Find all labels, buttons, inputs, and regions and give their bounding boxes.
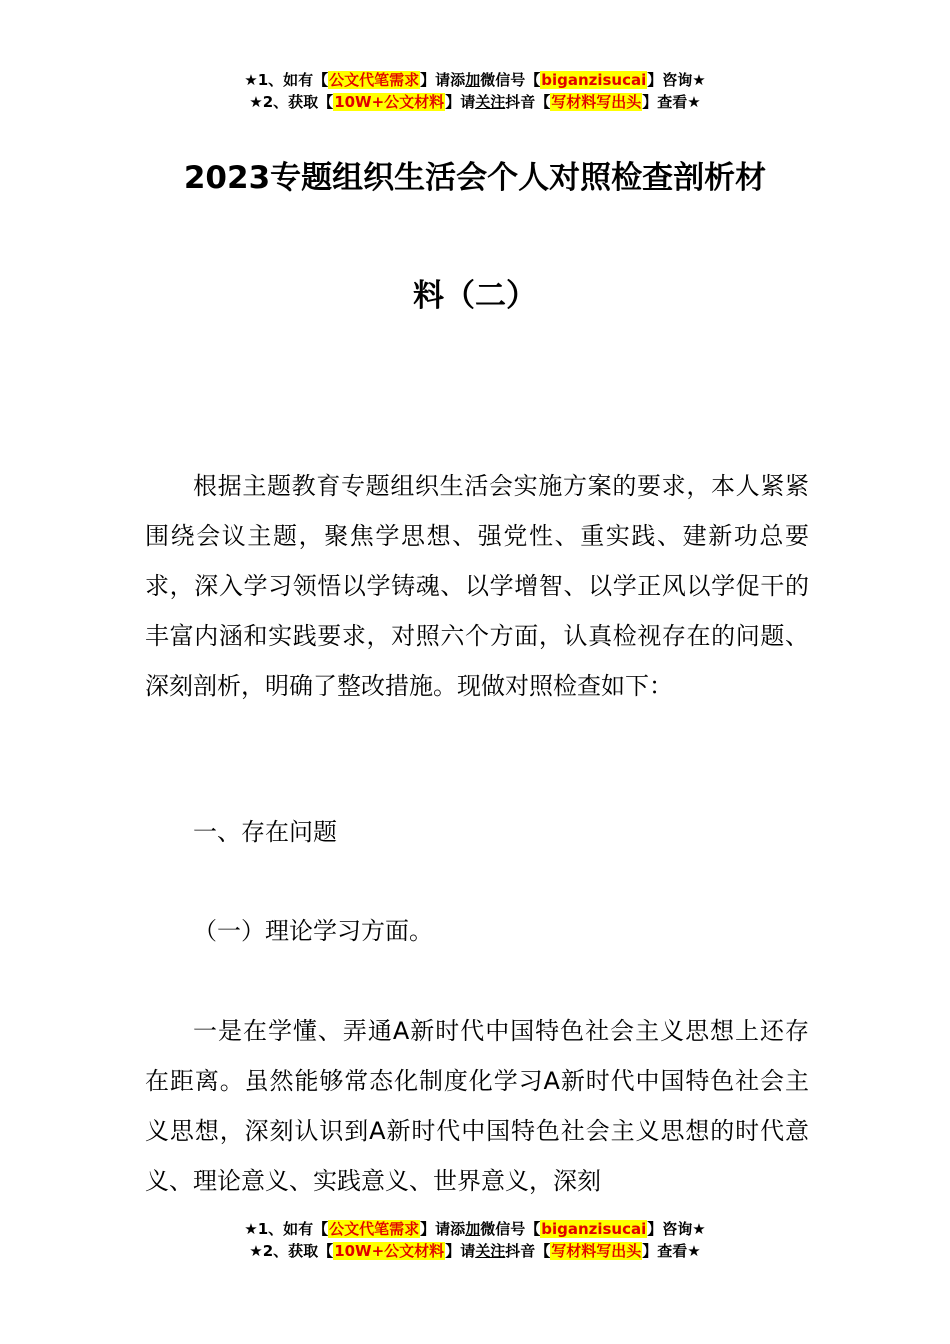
body-paragraph: 一是在学懂、弄通A新时代中国特色社会主义思想上还存在距离。虽然能够常态化制度化学习A新时代中国特色社会主义思想，深刻认识到A新时代中国特色社会主义思想的时代意义、理论意义、实践意义、世界意义，深刻 bbox=[145, 1017, 809, 1195]
banner-text: 】请添 bbox=[420, 71, 466, 89]
banner-line-1 bbox=[0, 1218, 950, 1240]
banner-text: ★2、获取【 bbox=[249, 1242, 334, 1260]
banner-highlight: biganzisucai bbox=[541, 71, 647, 89]
banner-highlight: 写材料写出头 bbox=[551, 93, 642, 111]
banner-line-2 bbox=[0, 91, 950, 113]
banner-underlined-text: 加 bbox=[465, 1220, 481, 1238]
banner-text: ★2、获取【 bbox=[249, 93, 334, 111]
banner-highlight: 写材料写出头 bbox=[551, 1242, 642, 1260]
section-heading: 一、存在问题 bbox=[193, 818, 337, 846]
banner-text: 抖音【 bbox=[505, 1242, 551, 1260]
header-banner bbox=[0, 69, 950, 113]
banner-text: ★1、如有【 bbox=[244, 1220, 329, 1238]
banner-highlight: 10W+公文材料 bbox=[334, 1242, 445, 1260]
document-title-line-1: 2023专题组织生活会个人对照检查剖析材 bbox=[183, 160, 767, 196]
banner-underlined-text: 加 bbox=[465, 71, 481, 89]
banner-line-2 bbox=[0, 1240, 950, 1262]
banner-highlight: 10W+公文材料 bbox=[334, 93, 445, 111]
banner-text: 微信号【 bbox=[480, 71, 541, 89]
banner-text: 】请添 bbox=[420, 1220, 466, 1238]
banner-highlight: 公文代笔需求 bbox=[329, 1220, 420, 1238]
document-title-line-2: 料（二） bbox=[413, 278, 537, 314]
subsection-heading: （一）理论学习方面。 bbox=[193, 917, 433, 945]
banner-underlined-text: 关注 bbox=[475, 93, 506, 111]
banner-text: 】咨询★ bbox=[647, 1220, 706, 1238]
banner-text: 】请 bbox=[445, 93, 476, 111]
banner-highlight: 公文代笔需求 bbox=[329, 71, 420, 89]
footer-banner bbox=[0, 1218, 950, 1262]
banner-line-1 bbox=[0, 69, 950, 91]
banner-text: 】查看★ bbox=[642, 93, 701, 111]
banner-text: 】请 bbox=[445, 1242, 476, 1260]
banner-text: 微信号【 bbox=[480, 1220, 541, 1238]
banner-text: 抖音【 bbox=[505, 93, 551, 111]
banner-text: ★1、如有【 bbox=[244, 71, 329, 89]
banner-text: 】查看★ bbox=[642, 1242, 701, 1260]
banner-highlight: biganzisucai bbox=[541, 1220, 647, 1238]
intro-paragraph: 根据主题教育专题组织生活会实施方案的要求，本人紧紧围绕会议主题，聚焦学思想、强党性、重实践、建新功总要求，深入学习领悟以学铸魂、以学增智、以学正风以学促干的丰富内涵和实践要求，对照六个方面，认真检视存在的问题、深刻剖析，明确了整改措施。现做对照检查如下： bbox=[145, 472, 809, 700]
banner-text: 】咨询★ bbox=[647, 71, 706, 89]
banner-underlined-text: 关注 bbox=[475, 1242, 506, 1260]
